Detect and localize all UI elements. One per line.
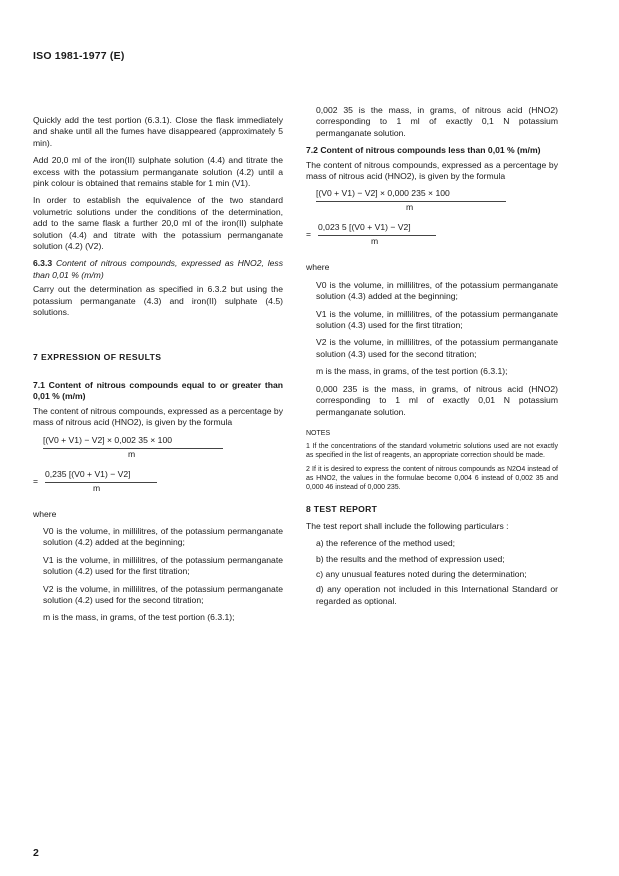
formula-7-1b-denominator: m [93,482,101,493]
paragraph-add-test-portion: Quickly add the test portion (6.3.1). Close the flask immediately and shake until all the fumes have disappeared (approximately 5 min). [33,115,283,148]
formula-7-2b-denominator: m [371,236,379,247]
report-item-c: c) any unusual features noted during the determination; [316,568,527,579]
definition-0-000-235: 0,000 235 is the mass, in grams, of nitrous acid (HNO2) corresponding to 1 ml of exactly 0,01 N potassium permanganate solution. [316,383,558,417]
right-column [306,105,558,611]
paragraph-test-report-intro: The test report shall include the following particulars : [306,520,509,531]
formula-7-2 [306,188,558,252]
definition-v0: V0 is the volume, in millilitres, of the potassium permanganate solution (4.2) added at the beginning; [43,525,283,548]
document-header: ISO 1981-1977 (E) [33,50,125,62]
notes-label: NOTES [306,429,331,437]
formula-7-1b-fraction-line [45,482,157,483]
paragraph-equivalence-v2: In order to establish the equivalence of the two standard volumetric solutions under the conditions of the determination, add to the same flask a further 20,0 ml of the iron(II) sulphate solution (4.4) and titrate with the potassium permanganate solution (4.2) (V2). [33,195,283,252]
page-number: 2 [33,847,39,859]
definition-v1: V1 is the volume, in millilitres, of the potassium permanganate solution (4.2) used for the first titration; [43,554,283,577]
formula-7-1-numerator: [(V0 + V1) − V2] × 0,002 35 × 100 [43,434,172,445]
section-6-3-3-title: Content of nitrous compounds, expressed as HNO2, less than 0,01 % (m/m) [33,258,283,280]
formula-7-1-equals: = [33,475,39,486]
section-7-1-heading: 7.1 Content of nitrous compounds equal to or greater than 0,01 % (m/m) [33,379,283,402]
report-items-list [306,538,558,607]
formula-7-2-equals: = [306,229,312,240]
formula-7-1 [33,435,283,499]
note-1: 1 If the concentrations of the standard volumetric solutions used are not exactly as specified in the list of reagents, an appropriate correction should be made. [306,443,558,460]
definition-m-right: m is the mass, in grams, of the test portion (6.3.1); [316,366,508,377]
formula-7-2b-numerator: 0,023 5 [(V0 + V1) − V2] [318,222,411,233]
definition-v0-right: V0 is the volume, in millilitres, of the potassium permanganate solution (4.3) added at the beginning; [316,279,558,302]
formula-7-2-numerator: [(V0 + V1) − V2] × 0,000 235 × 100 [316,188,450,199]
section-7-heading: 7 EXPRESSION OF RESULTS [33,351,162,362]
definition-0-002-35: 0,002 35 is the mass, in grams, of nitrous acid (HNO2) corresponding to 1 ml of exactly 0,1 N potassium permanganate solution. [316,105,558,138]
section-8-heading: 8 TEST REPORT [306,504,378,515]
formula-7-1-denominator: m [128,448,136,459]
definition-v2: V2 is the volume, in millilitres, of the potassium permanganate solution (4.2) used for the second titration; [43,583,283,605]
formula-7-1b-numerator: 0,235 [(V0 + V1) − V2] [45,468,131,479]
section-7-2-heading: 7.2 Content of nitrous compounds less than 0,01 % (m/m) [306,145,541,156]
where-label: where [33,508,57,519]
report-item-b: b) the results and the method of expression used; [316,553,505,564]
paragraph-formula-intro-7-2: The content of nitrous compounds, expressed as a percentage by mass of nitrous acid (HNO2), is given by the formula [306,159,558,182]
paragraph-carry-out: Carry out the determination as specified in 6.3.2 but using the potassium permanganate (4.3) and iron(II) sulphate (4.5) solutions. [33,284,283,318]
formula-7-2-denominator: m [406,202,414,213]
definition-m: m is the mass, in grams, of the test portion (6.3.1); [43,612,235,623]
report-item-a: a) the reference of the method used; [316,538,456,549]
definition-v2-right: V2 is the volume, in millilitres, of the potassium permanganate solution (4.3) used for the second titration; [316,337,558,359]
section-6-3-3-heading [33,258,283,281]
note-2: 2 If it is desired to express the content of nitrous compounds as N2O4 instead of as HNO2, the values in the formulae become 0,004 6 instead of 0,002 35 and 0,000 46 instead of 0,000 235. [306,466,558,492]
report-item-d: d) any operation not included in this International Standard or regarded as optional. [316,584,558,606]
section-6-3-3-number: 6.3.3 [33,258,53,269]
where-label-right: where [306,262,330,273]
paragraph-formula-intro-7-1: The content of nitrous compounds, expressed as a percentage by mass of nitrous acid (HNO2), is given by the formula [33,405,283,428]
definition-v1-right: V1 is the volume, in millilitres, of the potassium permanganate solution (4.3) used for the first titration; [316,308,558,331]
paragraph-titrate-v1: Add 20,0 ml of the iron(II) sulphate solution (4.4) and titrate the excess with the potassium permanganate solution (4.2) until a pink colour is obtained that remains stable for 1 min (V1). [33,155,283,189]
left-column [33,115,283,630]
